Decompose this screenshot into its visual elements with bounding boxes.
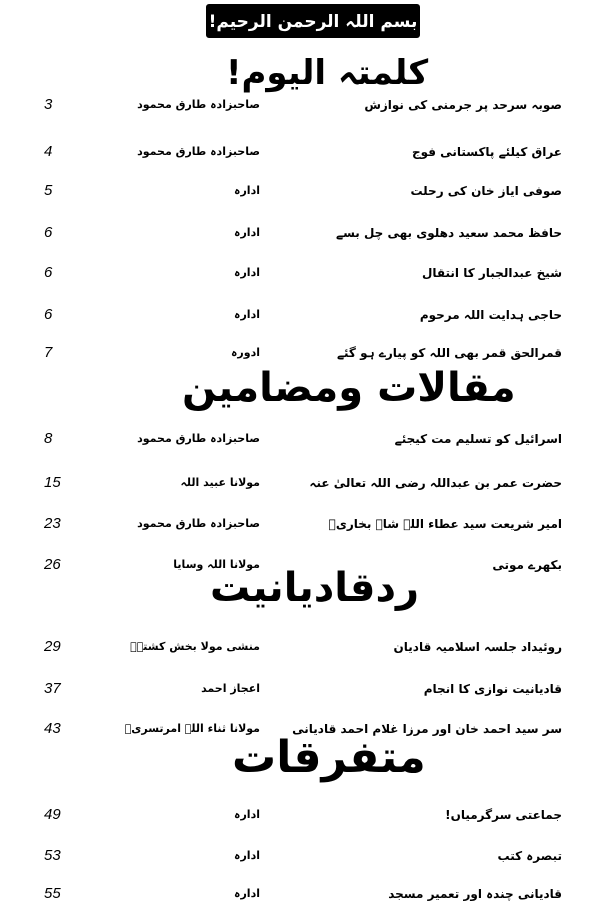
- author-name: ادارہ: [234, 808, 260, 821]
- page-number: 6: [44, 264, 53, 281]
- page-number: 4: [44, 143, 53, 160]
- article-title: عراق کیلئے پاکستانی فوج: [411, 145, 562, 159]
- article-title: قادیانیت نوازی کا انجام: [423, 682, 562, 696]
- author-name: مولانا اللہ وسایا: [173, 558, 260, 571]
- author-name: اعجاز احمد: [201, 682, 260, 695]
- article-title: امیر شریعت سید عطاء اللہ شاہ بخاریؒ: [328, 517, 562, 531]
- article-title: حافظ محمد سعید دھلوی بھی چل بسے: [336, 226, 562, 240]
- page-number: 6: [44, 224, 53, 241]
- toc-entry[interactable]: [0, 634, 590, 660]
- page-number: 53: [44, 847, 61, 864]
- article-title: قمرالحق قمر بھی اللہ کو پیارے ہو گئے: [337, 346, 562, 360]
- author-name: ادارہ: [234, 184, 260, 197]
- page-number: 3: [44, 96, 53, 113]
- article-title: صوبہ سرحد پر جرمنی کی نوازش: [364, 98, 562, 112]
- article-title: شیخ عبدالجبار کا انتقال: [421, 266, 562, 280]
- author-name: ادارہ: [234, 266, 260, 279]
- toc-entry[interactable]: [0, 220, 590, 246]
- toc-entry[interactable]: [0, 676, 590, 702]
- article-title: اسرائیل کو تسلیم مت کیجئے: [394, 432, 562, 446]
- article-title: بکھرے موتی: [492, 558, 562, 572]
- page-number: 55: [44, 885, 61, 902]
- page-number: 37: [44, 680, 61, 697]
- section-title-mutafarriqat: متفرقات: [232, 732, 426, 783]
- basmala-banner: بسم اللہ الرحمن الرحیم!: [206, 4, 420, 38]
- author-name: مولانا عبید اللہ: [180, 476, 260, 489]
- article-title: تبصرہ کتب: [497, 849, 562, 863]
- author-name: صاحبزادہ طارق محمود: [137, 517, 260, 530]
- toc-entry[interactable]: [0, 178, 590, 204]
- toc-entry[interactable]: [0, 802, 590, 828]
- page-number: 8: [44, 430, 53, 447]
- toc-entry[interactable]: [0, 260, 590, 286]
- article-title: صوفی ایاز خان کی رحلت: [410, 184, 562, 198]
- article-title: سر سید احمد خان اور مرزا غلام احمد قادیانی: [292, 722, 562, 736]
- author-name: ادورہ: [230, 346, 260, 359]
- page-number: 23: [44, 515, 61, 532]
- author-name: صاحبزادہ طارق محمود: [137, 98, 260, 111]
- section-title-kalimat-ul-yaum: کلمتہ الیوم!: [226, 53, 429, 93]
- page-number: 6: [44, 306, 53, 323]
- author-name: صاحبزادہ طارق محمود: [137, 145, 260, 158]
- author-name: صاحبزادہ طارق محمود: [137, 432, 260, 445]
- author-name: ادارہ: [234, 887, 260, 900]
- article-title: قادیانی چندہ اور تعمیر مسجد: [388, 887, 562, 901]
- toc-entry[interactable]: [0, 302, 590, 328]
- page-number: 15: [44, 474, 61, 491]
- page-number: 26: [44, 556, 61, 573]
- author-name: مولانا ثناء اللہ امرتسریؒ: [124, 722, 260, 735]
- toc-entry[interactable]: [0, 139, 590, 165]
- toc-entry[interactable]: [0, 881, 590, 907]
- toc-entry[interactable]: [0, 511, 590, 537]
- toc-entry[interactable]: [0, 843, 590, 869]
- page-number: 7: [44, 344, 53, 361]
- toc-entry[interactable]: [0, 470, 590, 496]
- page-number: 49: [44, 806, 61, 823]
- page-number: 5: [44, 182, 53, 199]
- toc-entry[interactable]: [0, 92, 590, 118]
- article-title: حاجی ہدایت اللہ مرحوم: [419, 308, 562, 322]
- article-title: حضرت عمر بن عبداللہ رضی اللہ تعالیٰ عنہ: [309, 476, 562, 490]
- author-name: ادارہ: [234, 308, 260, 321]
- author-name: ادارہ: [234, 226, 260, 239]
- article-title: جماعتی سرگرمیاں!: [445, 808, 562, 822]
- toc-entry[interactable]: [0, 340, 590, 366]
- section-title-maqalat-o-mazameen: مقالات ومضامین: [182, 365, 516, 411]
- section-title-radd-e-qadianiat: ردقادیانیت: [210, 565, 420, 611]
- page-number: 43: [44, 720, 61, 737]
- author-name: ادارہ: [234, 849, 260, 862]
- page-number: 29: [44, 638, 61, 655]
- article-title: روئیداد جلسہ اسلامیہ قادیان: [393, 640, 562, 654]
- toc-entry[interactable]: [0, 426, 590, 452]
- author-name: منشی مولا بخش کشتہؒ: [130, 640, 260, 653]
